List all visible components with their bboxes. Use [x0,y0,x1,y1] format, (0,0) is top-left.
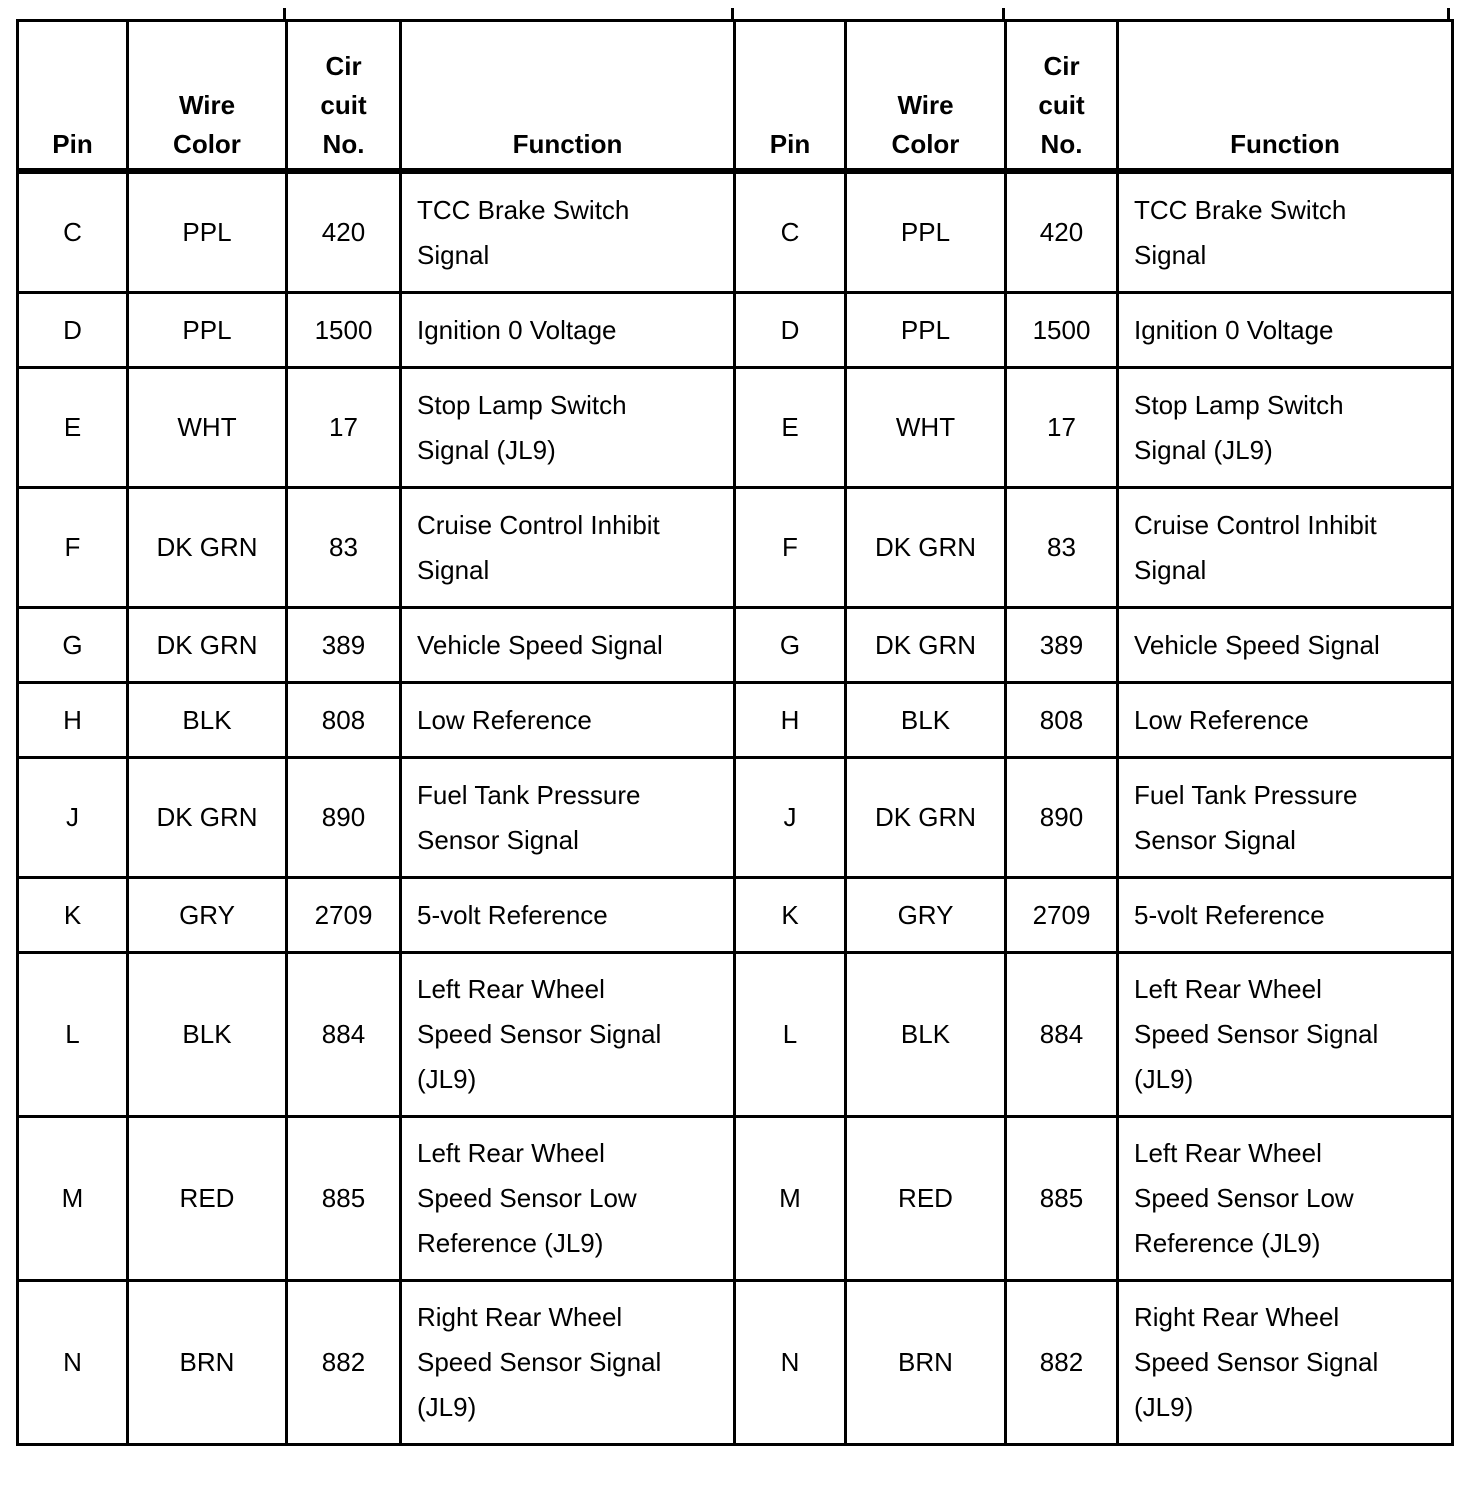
pin-cell: D [735,293,846,368]
circuit-cell: 420 [1006,171,1118,293]
table-row [18,953,1453,1117]
table-row [18,1281,1453,1445]
circuit-cell: 420 [287,171,401,293]
circuit-cell: 17 [1006,368,1118,488]
pin-cell: L [18,953,128,1117]
header-function-right: Function [1118,21,1453,172]
table-row [18,171,1453,293]
pin-cell: C [18,171,128,293]
circuit-cell: 389 [287,608,401,683]
wire-color-cell: DK GRN [128,608,287,683]
header-function: Function [401,21,735,172]
wire-color-cell: WHT [846,368,1006,488]
circuit-cell: 17 [287,368,401,488]
circuit-cell: 389 [1006,608,1118,683]
pin-cell: D [18,293,128,368]
header-wire-color: Wire Color [128,21,287,172]
function-cell: Fuel Tank Pressure Sensor Signal [401,758,735,878]
function-cell: Left Rear Wheel Speed Sensor Low Reference (JL9) [1118,1117,1453,1281]
circuit-cell: 882 [287,1281,401,1445]
function-cell: Right Rear Wheel Speed Sensor Signal (JL9) [1118,1281,1453,1445]
function-cell: Low Reference [1118,683,1453,758]
function-cell: TCC Brake Switch Signal [401,171,735,293]
header-wire-color-right: Wire Color [846,21,1006,172]
function-cell: 5-volt Reference [401,878,735,953]
function-cell: Stop Lamp Switch Signal (JL9) [401,368,735,488]
wire-color-cell: DK GRN [128,758,287,878]
pin-cell: M [735,1117,846,1281]
table-row [18,1117,1453,1281]
table-row [18,758,1453,878]
wire-color-cell: DK GRN [846,608,1006,683]
function-cell: Left Rear Wheel Speed Sensor Signal (JL9) [1118,953,1453,1117]
function-cell: Fuel Tank Pressure Sensor Signal [1118,758,1453,878]
function-cell: Left Rear Wheel Speed Sensor Low Reference (JL9) [401,1117,735,1281]
pin-cell: F [735,488,846,608]
circuit-cell: 2709 [1006,878,1118,953]
function-cell: Ignition 0 Voltage [1118,293,1453,368]
function-cell: Right Rear Wheel Speed Sensor Signal (JL9) [401,1281,735,1445]
wire-color-cell: BRN [846,1281,1006,1445]
function-cell: TCC Brake Switch Signal [1118,171,1453,293]
table-row [18,368,1453,488]
pin-cell: E [18,368,128,488]
wire-color-cell: PPL [128,171,287,293]
table-row [18,608,1453,683]
wire-color-cell: RED [128,1117,287,1281]
pin-cell: G [735,608,846,683]
pin-cell: K [18,878,128,953]
wire-color-cell: DK GRN [846,758,1006,878]
pin-cell: H [735,683,846,758]
pin-cell: H [18,683,128,758]
circuit-cell: 808 [287,683,401,758]
circuit-cell: 2709 [287,878,401,953]
pin-cell: M [18,1117,128,1281]
wire-color-cell: BLK [128,953,287,1117]
circuit-cell: 83 [287,488,401,608]
pin-cell: N [18,1281,128,1445]
function-cell: Vehicle Speed Signal [401,608,735,683]
pin-cell: J [18,758,128,878]
pin-cell: E [735,368,846,488]
header-row [18,21,1453,172]
connector-pin-table [16,19,1454,1446]
circuit-cell: 885 [1006,1117,1118,1281]
pin-cell: F [18,488,128,608]
header-circuit-no-right: Cir cuit No. [1006,21,1118,172]
pin-cell: N [735,1281,846,1445]
circuit-cell: 1500 [287,293,401,368]
function-cell: Cruise Control Inhibit Signal [401,488,735,608]
pin-cell: L [735,953,846,1117]
circuit-cell: 1500 [1006,293,1118,368]
pin-cell: J [735,758,846,878]
wire-color-cell: PPL [846,293,1006,368]
function-cell: 5-volt Reference [1118,878,1453,953]
wire-color-cell: RED [846,1117,1006,1281]
wire-color-cell: DK GRN [846,488,1006,608]
circuit-cell: 884 [1006,953,1118,1117]
wire-color-cell: BLK [846,953,1006,1117]
pin-cell: C [735,171,846,293]
circuit-cell: 882 [1006,1281,1118,1445]
circuit-cell: 83 [1006,488,1118,608]
function-cell: Low Reference [401,683,735,758]
table-row [18,488,1453,608]
wire-color-cell: DK GRN [128,488,287,608]
pin-cell: K [735,878,846,953]
function-cell: Vehicle Speed Signal [1118,608,1453,683]
circuit-cell: 890 [1006,758,1118,878]
circuit-cell: 890 [287,758,401,878]
function-cell: Cruise Control Inhibit Signal [1118,488,1453,608]
table-row [18,683,1453,758]
table-row [18,293,1453,368]
wire-color-cell: GRY [846,878,1006,953]
wire-color-cell: WHT [128,368,287,488]
header-pin: Pin [18,21,128,172]
function-cell: Left Rear Wheel Speed Sensor Signal (JL9) [401,953,735,1117]
function-cell: Ignition 0 Voltage [401,293,735,368]
pin-cell: G [18,608,128,683]
circuit-cell: 885 [287,1117,401,1281]
function-cell: Stop Lamp Switch Signal (JL9) [1118,368,1453,488]
wire-color-cell: BLK [846,683,1006,758]
header-circuit-no: Cir cuit No. [287,21,401,172]
wire-color-cell: BRN [128,1281,287,1445]
wire-color-cell: PPL [846,171,1006,293]
table-row [18,878,1453,953]
wire-color-cell: BLK [128,683,287,758]
wire-color-cell: GRY [128,878,287,953]
circuit-cell: 884 [287,953,401,1117]
circuit-cell: 808 [1006,683,1118,758]
wire-color-cell: PPL [128,293,287,368]
header-pin-right: Pin [735,21,846,172]
